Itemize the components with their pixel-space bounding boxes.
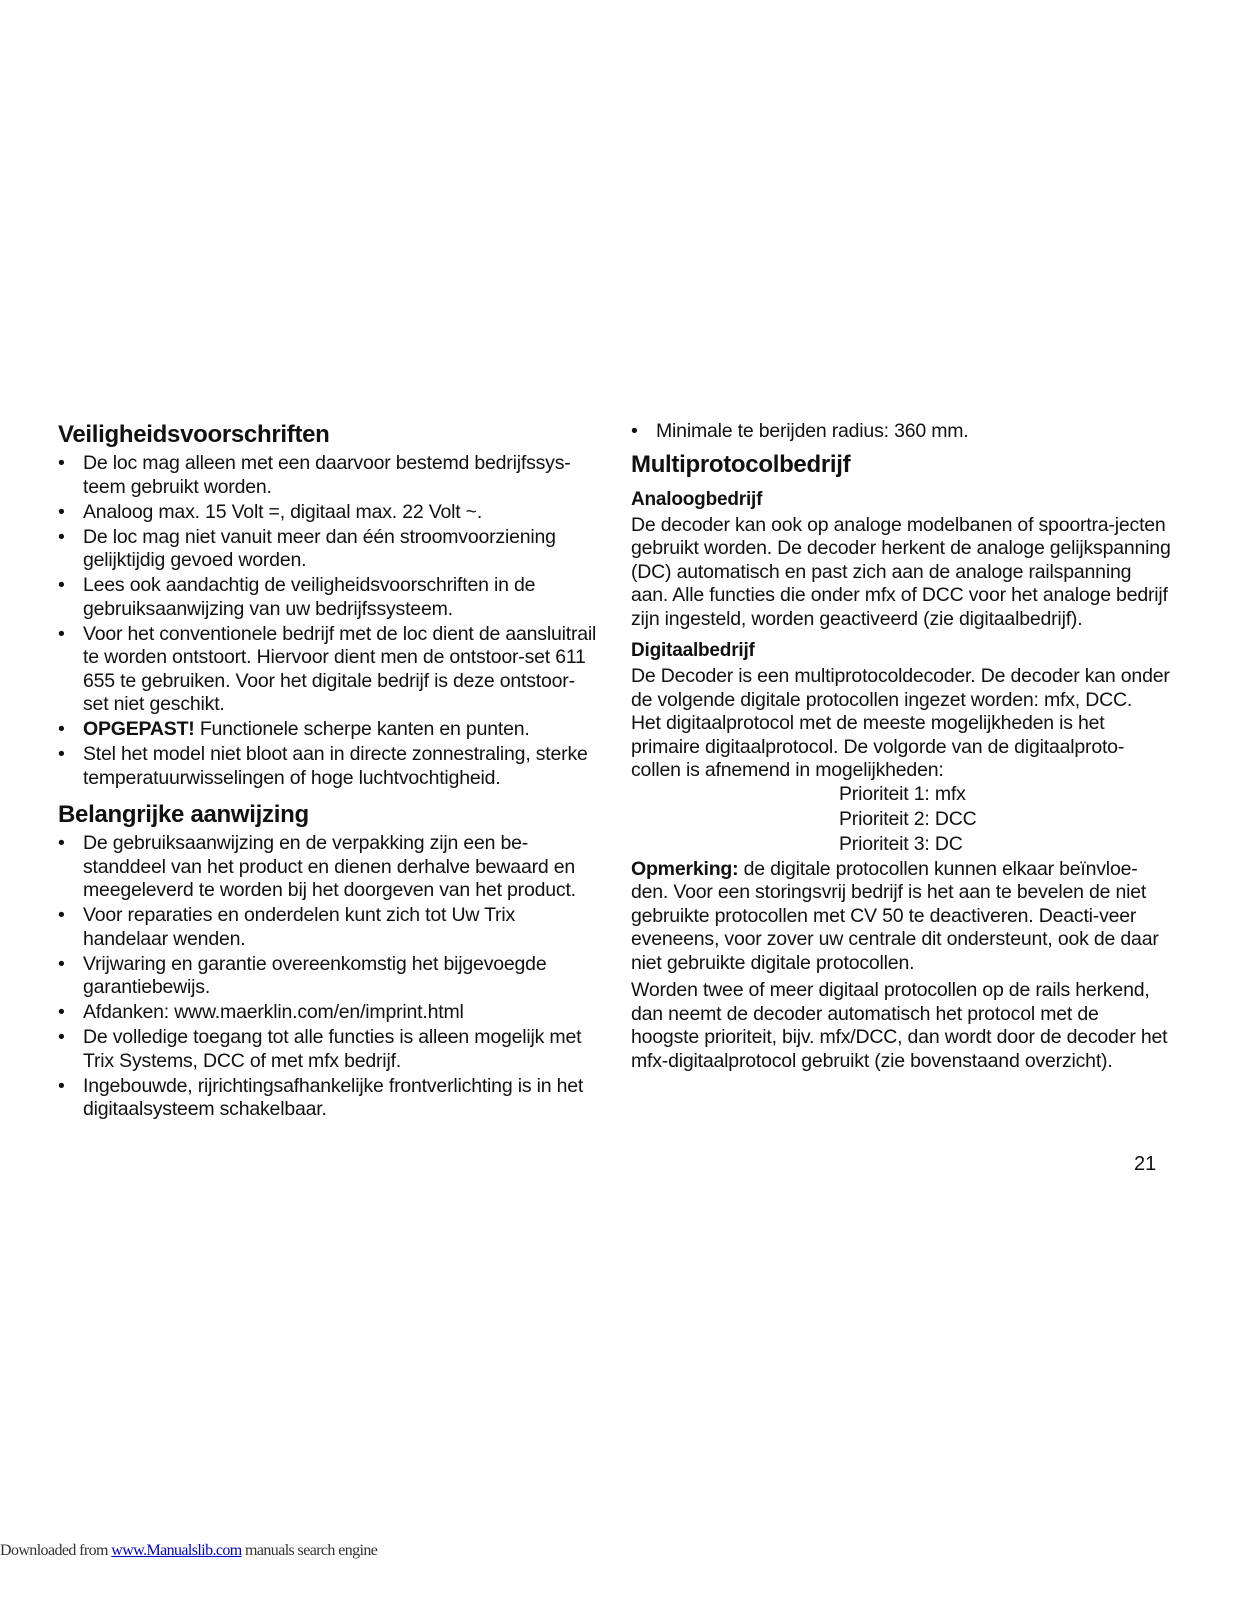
list-item: • De volledige toegang tot alle functies is alleen mogelijk met Trix Systems, DCC of met mfx bedrijf. [58,1026,582,1072]
bullet-icon: • [58,718,65,740]
bullet-icon: • [58,832,65,854]
priority-item: Prioriteit 3: DC [839,832,963,855]
list-item: • Voor het conventionele bedrijf met de loc dient de aansluitrail te worden ontstoort. Hiervoor dient men de ontstoor-set 611 655 te gebruiken. Voor het digitale bedrijf is deze ontstoor-set niet geschikt. [58,622,597,715]
priority-list [631,783,1171,857]
list-item: • Analoog max. 15 Volt =, digitaal max. 22 Volt ~. [58,500,483,523]
remark-text: de digitale protocollen kunnen elkaar beïnvloe-den. Voor een storingsvrij bedrijf is het aan te bevelen de niet gebruikte protocollen met CV 50 te deactiveren. Deacti-veer eveneens, voor zover uw centrale dit ondersteunt, ook de daar niet gebruikte digitale protocollen. [631,857,1159,974]
manualslib-link[interactable]: www.Manualslib.com [111,1542,242,1559]
left-column [58,420,598,1123]
list-item: • De loc mag niet vanuit meer dan één stroomvoorziening gelijktijdig gevoed worden. [58,525,556,571]
radius-list [631,420,1171,444]
bullet-icon: • [58,1001,65,1023]
analog-paragraph: De decoder kan ook op analoge modelbanen of spoortra-jecten gebruikt worden. De decoder herkent de analoge gelijkspanning (DC) automatisch en past zich aan de analoge railspanning aan. Alle functies die onder mfx of DCC voor het analoge bedrijf zijn ingesteld, worden geactiveerd (zie digitaalbedrijf). [631,513,1171,630]
footer-prefix: Downloaded from [0,1542,112,1559]
list-item: • Lees ook aandachtig de veiligheidsvoorschriften in de gebruiksaanwijzing van uw bedrijfssysteem. [58,574,536,620]
remark-label: Opmerking: [631,857,739,880]
list-item: • Minimale te berijden radius: 360 mm. [631,420,969,442]
notice-heading: Belangrijke aanwijzing [58,801,309,828]
digital-heading: Digitaalbedrijf [631,640,755,661]
warning-label: OPGEPAST! [83,718,195,740]
bullet-icon: • [58,500,65,523]
warning-item [58,718,598,742]
digital-paragraph-3: Worden twee of meer digitaal protocollen op de rails herkend, dan neemt de decoder automatisch het protocol met de hoogste prioriteit, bijv. mfx/DCC, dan wordt door de decoder het mfx-digitaalprotocol gebruikt (zie bovenstaand overzicht). [631,979,1168,1072]
bullet-icon: • [58,952,65,975]
warning-text: Functionele scherpe kanten en punten. [194,718,530,740]
bullet-icon: • [58,1074,65,1097]
analog-heading: Analoogbedrijf [631,488,763,510]
digital-paragraph-1: De Decoder is een multiprotocoldecoder. De decoder kan onder de volgende digitale protocollen ingezet worden: mfx, DCC. [631,665,1170,711]
priority-item: Prioriteit 2: DCC [839,807,977,830]
safety-heading: Veiligheidsvoorschriften [58,421,330,448]
list-item: • De loc mag alleen met een daarvoor bestemd bedrijfssys-teem gebruikt worden. [58,452,571,498]
bullet-icon: • [58,452,65,474]
notice-list [58,832,598,1122]
safety-list [58,452,598,790]
bullet-icon: • [58,1026,65,1048]
priority-item: Prioriteit 1: mfx [839,782,966,805]
list-item: • Stel het model niet bloot aan in directe zonnestraling, sterke temperatuurwisselingen of hoge luchtvochtigheid. [58,743,588,789]
right-column [631,420,1171,1073]
bullet-icon: • [631,420,638,442]
bullet-icon: • [58,622,65,645]
multiprotocol-heading: Multiprotocolbedrijf [631,450,851,478]
bullet-icon: • [58,904,65,926]
footer-suffix: manuals search engine [241,1542,378,1559]
page-number: 21 [1134,1153,1157,1175]
remark-paragraph [631,858,1171,976]
bullet-icon: • [58,743,65,765]
list-item: • Afdanken: www.maerklin.com/en/imprint.html [58,1001,464,1023]
digital-paragraph-2: Het digitaalprotocol met de meeste mogelijkheden is het primaire digitaalprotocol. De volgorde van de digitaalproto-collen is afnemend in mogelijkheden: [631,712,1125,781]
bullet-icon: • [58,574,65,596]
list-item: • Voor reparaties en onderdelen kunt zich tot Uw Trix handelaar wenden. [58,904,516,950]
list-item: • Vrijwaring en garantie overeenkomstig het bijgevoegde garantiebewijs. [58,952,547,998]
list-item: • Ingebouwde, rijrichtingsafhankelijke frontverlichting is in het digitaalsysteem schakelbaar. [58,1074,584,1120]
download-footer [0,1542,377,1560]
bullet-icon: • [58,525,65,548]
list-item: • De gebruiksaanwijzing en de verpakking zijn een be-standdeel van het product en dienen derhalve bewaard en meegeleverd te worden bij het doorgeven van het product. [58,832,576,901]
